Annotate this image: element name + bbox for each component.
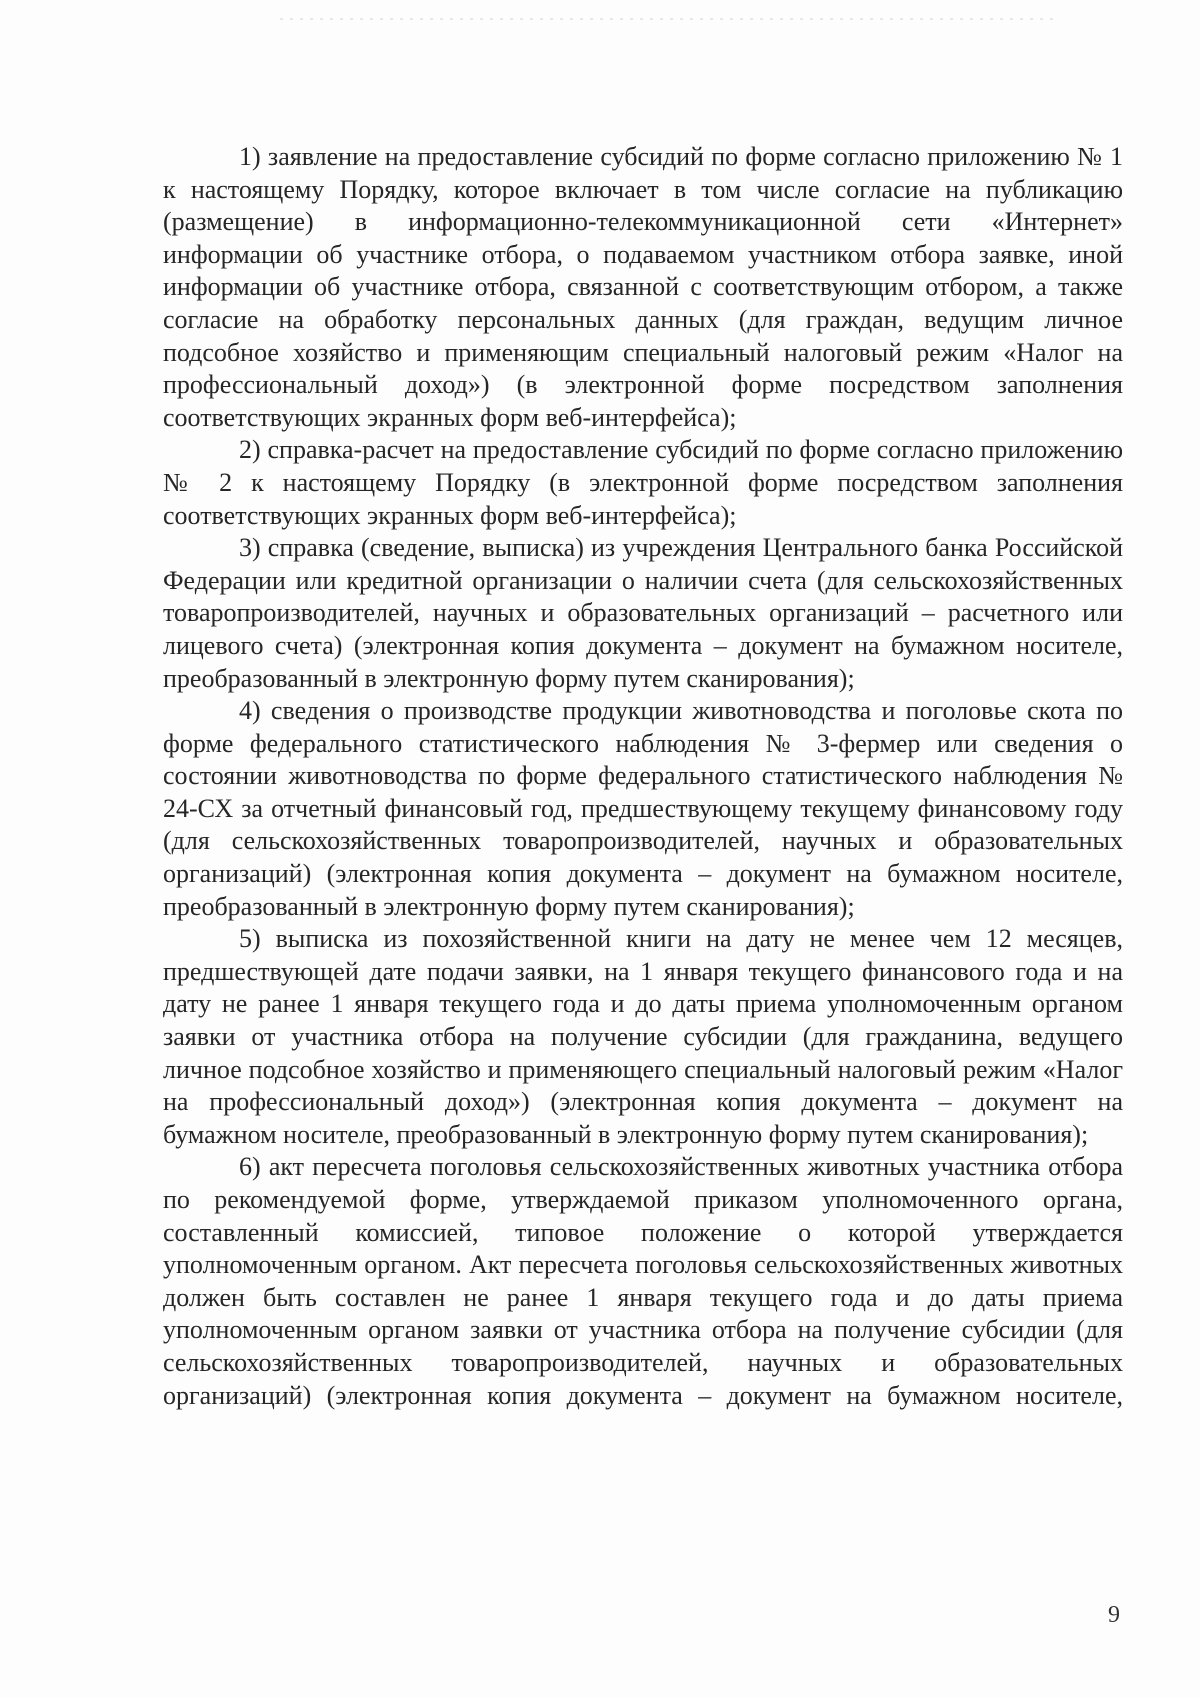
document-body	[163, 141, 1123, 1412]
page-number: 9	[1108, 1602, 1120, 1628]
paragraph-item-6: 6) акт пересчета поголовья сельскохозяйственных животных участника отбора по рекомендуемой форме, утверждаемой приказом уполномоченного органа, составленный комиссией, типовое положение о которой утверждается уполномоченным органом. Акт пересчета поголовья сельскохозяйственных животных должен быть составлен не ранее 1 января текущего года и до даты приема уполномоченным органом заявки от участника отбора на получение субсидии (для сельскохозяйственных товаропроизводителей, научных и образовательных организаций) (электронная копия документа – документ на бумажном носителе,	[163, 1152, 1123, 1410]
paragraph-item-2: 2) справка-расчет на предоставление субсидий по форме согласно приложению № 2 к настоящему Порядку (в электронной форме посредством заполнения соответствующих экранных форм веб-интерфейса);	[163, 435, 1123, 530]
paragraph-item-5: 5) выписка из похозяйственной книги на дату не менее чем 12 месяцев, предшествующей дате подачи заявки, на 1 января текущего финансового года и на дату не ранее 1 января текущего года и до даты приема уполномоченным органом заявки от участника отбора на получение субсидии (для гражданина, ведущего личное подсобное хозяйство и применяющего специальный налоговый режим «Налог на профессиональный доход») (электронная копия документа – документ на бумажном носителе, преобразованный в электронную форму путем сканирования);	[163, 924, 1123, 1149]
scan-artifact	[280, 18, 1060, 20]
paragraph-item-1: 1) заявление на предоставление субсидий по форме согласно приложению № 1 к настоящему Порядку, которое включает в том числе согласие на публикацию (размещение) в информационно-телекоммуникационной сети «Интернет» информации об участнике отбора, о подаваемом участником отбора заявке, иной информации об участнике отбора, связанной с соответствующим отбором, а также согласие на обработку персональных данных (для граждан, ведущим личное подсобное хозяйство и применяющим специальный налоговый режим «Налог на профессиональный доход») (в электронной форме посредством заполнения соответствующих экранных форм веб-интерфейса);	[163, 142, 1123, 432]
paragraph-item-3: 3) справка (сведение, выписка) из учреждения Центрального банка Российской Федерации или кредитной организации о наличии счета (для сельскохозяйственных товаропроизводителей, научных и образовательных организаций – расчетного или лицевого счета) (электронная копия документа – документ на бумажном носителе, преобразованный в электронную форму путем сканирования);	[163, 533, 1123, 693]
paragraph-item-4: 4) сведения о производстве продукции животноводства и поголовье скота по форме федерального статистического наблюдения № 3-фермер или сведения о состоянии животноводства по форме федерального статистического наблюдения № 24-СХ за отчетный финансовый год, предшествующему текущему финансовому году (для сельскохозяйственных товаропроизводителей, научных и образовательных организаций) (электронная копия документа – документ на бумажном носителе, преобразованный в электронную форму путем сканирования);	[163, 696, 1123, 921]
